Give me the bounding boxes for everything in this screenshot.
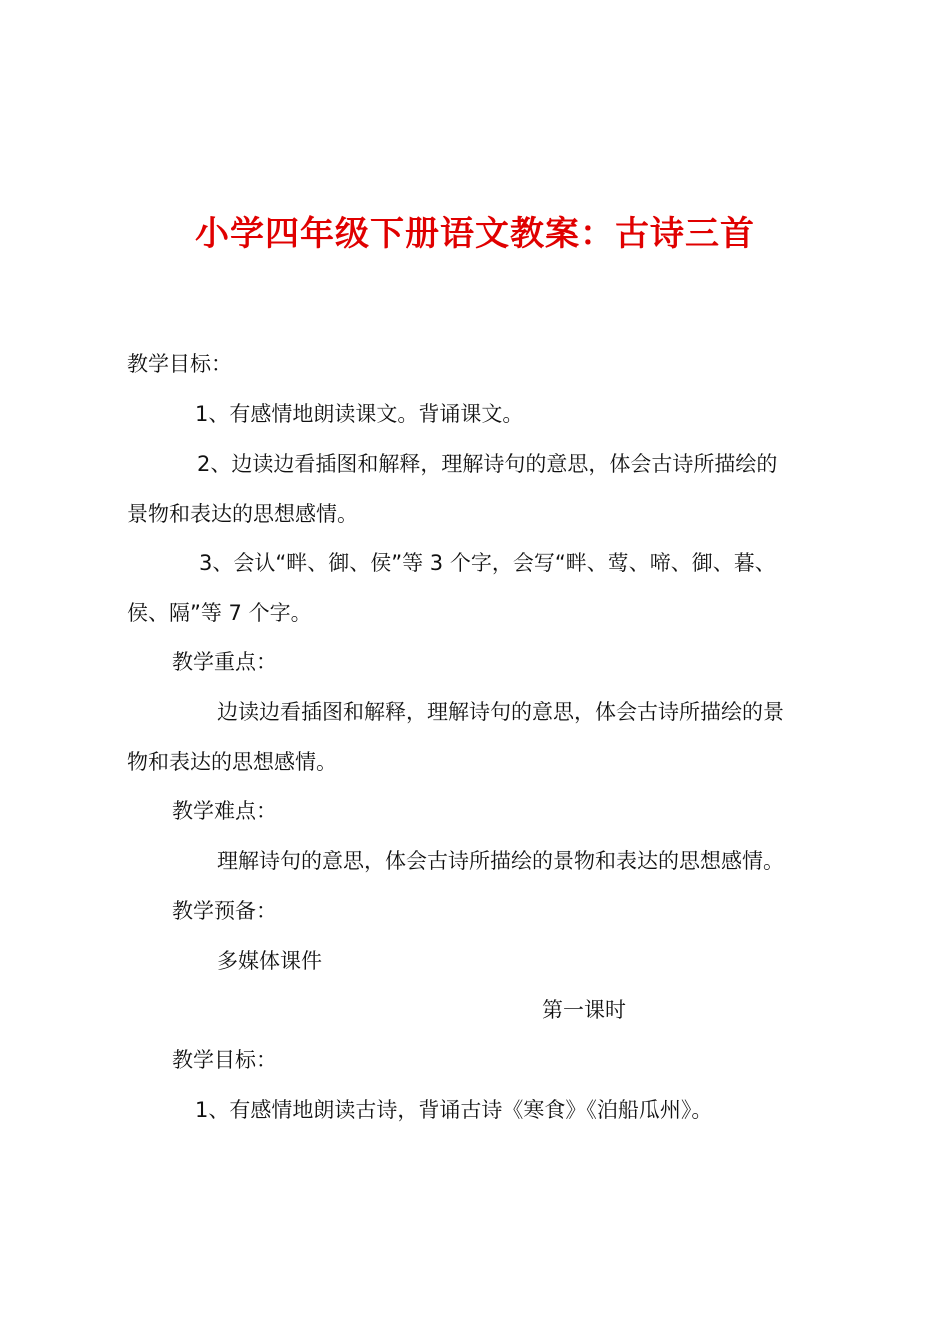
section-heading-preparation: 教学预备： — [172, 899, 277, 923]
section-heading-difficulties: 教学难点： — [172, 799, 277, 823]
document-title: 小学四年级下册语文教案：古诗三首 — [195, 214, 755, 254]
key-points-text-continued: 物和表达的思想感情。 — [127, 750, 337, 774]
section-heading-key-points: 教学重点： — [172, 650, 277, 674]
key-points-text: 边读边看插图和解释，理解诗句的意思，体会古诗所描绘的景 — [217, 700, 784, 724]
objective-item-2-continued: 景物和表达的思想感情。 — [127, 502, 358, 526]
difficulties-text: 理解诗句的意思，体会古诗所描绘的景物和表达的思想感情。 — [217, 849, 784, 873]
section-heading-objectives: 教学目标： — [127, 352, 232, 376]
preparation-text: 多媒体课件 — [217, 949, 322, 973]
objective-item-3: 3、会认“畔、御、侯”等 3 个字，会写“畔、莺、啼、御、暮、 — [199, 551, 776, 575]
lesson-objective-item-1: 1、有感情地朗读古诗，背诵古诗《寒食》《泊船瓜州》。 — [195, 1098, 713, 1122]
lesson-heading: 第一课时 — [542, 998, 626, 1022]
objective-item-2: 2、边读边看插图和解释，理解诗句的意思，体会古诗所描绘的 — [197, 452, 778, 476]
objective-item-3-continued: 侯、隔”等 7 个字。 — [127, 601, 312, 625]
section-heading-lesson-objectives: 教学目标： — [172, 1048, 277, 1072]
objective-item-1: 1、有感情地朗读课文。背诵课文。 — [195, 402, 524, 426]
